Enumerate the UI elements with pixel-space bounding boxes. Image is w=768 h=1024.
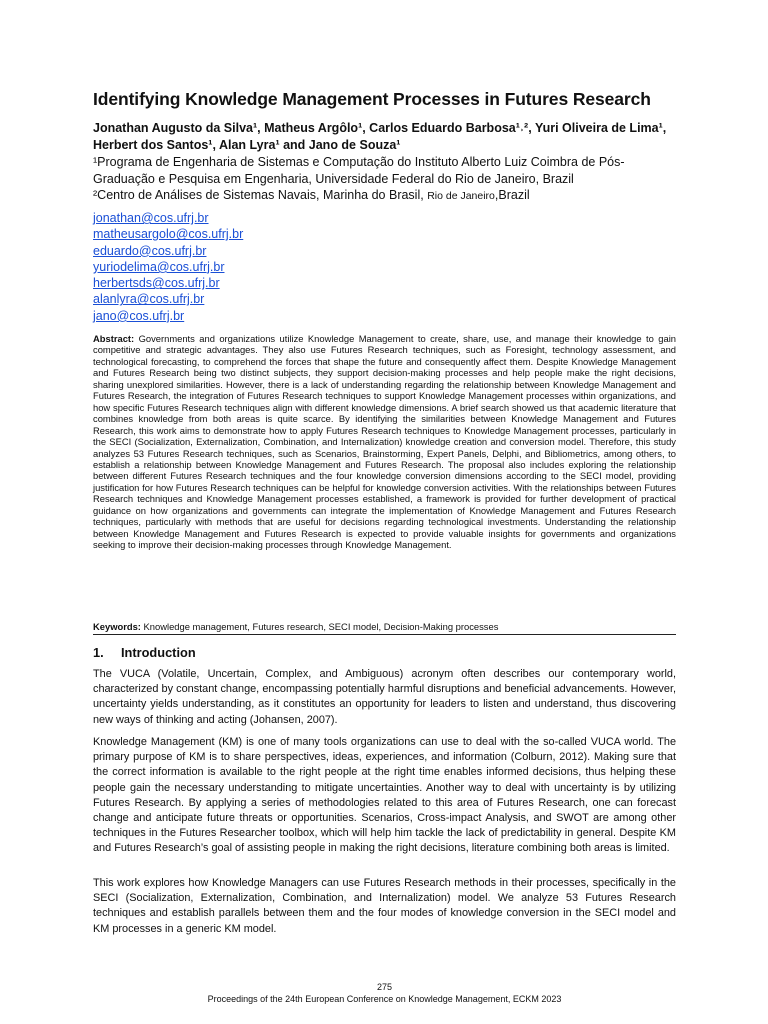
section-title: Introduction	[121, 645, 196, 660]
email-link[interactable]: alanlyra@cos.ufrj.br	[93, 292, 205, 307]
keywords	[93, 621, 676, 632]
section-number: 1.	[93, 645, 104, 660]
abstract-label: Abstract:	[93, 333, 135, 344]
affiliation-2-country: ,Brazil	[494, 188, 530, 202]
paper-page	[93, 0, 676, 1024]
body-paragraph: Knowledge Management (KM) is one of many tools organizations can use to deal with the so-called VUCA world. The primary purpose of KM is to share perspectives, ideas, experiences, and information (Colburn, 2012). Making sure that the correct information is available to the right people at the right time enables informed decisions, thus helping these people gain the necessary understanding to mitigate uncertainties. Another way to deal with uncertainty is by utilizing Futures Research. By applying a series of methodologies related to this area of Futures Research, one can forecast change and anticipate future threats or opportunities. Scenarios, Cross-impact Analysis, and SWOT are among other techniques in the Futures Researcher toolbox, which will help him tackle the lack of predictability in general. Despite KM and Futures Research’s goal of assisting people in making the right decisions, literature combining both areas is limited.	[93, 736, 676, 855]
body-paragraph: The VUCA (Volatile, Uncertain, Complex, and Ambiguous) acronym often describes our contemporary world, characterized by constant change, encompassing potentially harmful disruptions and beneficial advancements. However, uncertainty yields understanding, as it constitutes an opportunity for leaders to listen and understand, thus discovering new ways of thinking and acting (Johansen, 2007).	[93, 668, 676, 726]
email-link[interactable]: jano@cos.ufrj.br	[93, 308, 185, 323]
paper-title: Identifying Knowledge Management Processes in Futures Research	[93, 89, 651, 109]
author-list: Jonathan Augusto da Silva¹, Matheus Argôlo¹, Carlos Eduardo Barbosa¹˒², Yuri Oliveira de Lima¹, Herbert dos Santos¹, Alan Lyra¹ and Jano de Souza¹	[93, 121, 667, 152]
email-link[interactable]: jonathan@cos.ufrj.br	[93, 211, 209, 225]
affiliation-2-city: Rio de Janeiro	[427, 190, 495, 202]
section-divider	[93, 634, 676, 635]
email-link[interactable]: eduardo@cos.ufrj.br	[93, 243, 207, 258]
proceedings-footer: Proceedings of the 24th European Conference on Knowledge Management, ECKM 2023	[207, 994, 562, 1004]
email-link[interactable]: matheusargolo@cos.ufrj.br	[93, 227, 244, 242]
body-paragraph: This work explores how Knowledge Managers can use Futures Research methods in their processes, specifically in the SECI (Socialization, Externalization, Combination, and Internalization) model. We analyze 53 Futures Research techniques and establish parallels between them and the four modes of knowledge conversion in the SECI model and KM processes in a generic KM model.	[93, 877, 676, 935]
keywords-text: Knowledge management, Futures research, SECI model, Decision-Making processes	[140, 621, 499, 632]
email-list	[93, 210, 243, 324]
email-link[interactable]: herbertsds@cos.ufrj.br	[93, 276, 220, 291]
email-link[interactable]: yuriodelima@cos.ufrj.br	[93, 259, 225, 274]
page-number: 275	[376, 982, 393, 992]
abstract	[93, 333, 676, 551]
affiliation-2-main: ²Centro de Análises de Sistemas Navais, Marinha do Brasil,	[93, 188, 428, 202]
keywords-label: Keywords:	[93, 621, 141, 632]
section-heading	[93, 645, 196, 660]
abstract-text: Governments and organizations utilize Knowledge Management to create, share, use, and manage their knowledge to gain competitive and strategic advantages. They also use Futures Research techniques, such as Foresight, technology assessment, and technological forecasting, to comprehend the forces that shape the future and consequently affect them. Despite Knowledge Management and Futures Research being two distinct subjects, they support decision-making processes and help people make the right decisions, sharing unexplored similarities. However, there is a lack of understanding regarding the relationship between Knowledge Management and Futures Research, the integration of Futures Research techniques to support Knowledge Management processes within organizations, and how specific Futures Research techniques align with different knowledge dimensions. A brief search showed us that academic literature that combines knowledge from both areas is quite scarce. By identifying the similarities between Knowledge Management and Futures Research, this work aims to demonstrate how to apply Futures Research techniques to Knowledge Management processes, particularly in the SECI (Socialization, Externalization, Combination, and Internalization) knowledge creation and conversion model. Therefore, this study analyzes 53 Futures Research techniques, such as Scenarios, Brainstorming, Expert Panels, Delphi, and Bibliometrics, among others, to establish a relationship between Knowledge Management and Futures Research. The proposal also includes exploring the relationship between different Futures Research techniques and the four knowledge conversion dimensions according to the SECI model, providing justification for how Futures Research techniques can be helpful for knowledge conversion activities. With the relationships between Futures Research techniques and Knowledge Management processes established, a framework is provided for further development of practical guidance on how organizations and governments can integrate the implementation of Knowledge Management and Futures Research techniques, particularly with methods that are useful for decisions regarding technological investments. Understanding the relationship between Knowledge Management and Futures Research is expected to provide valuable insights for governments and organizations seeking to improve their decision-making processes through Knowledge Management.	[93, 333, 676, 551]
affiliation-2	[93, 187, 676, 205]
affiliation-1: ¹Programa de Engenharia de Sistemas e Computação do Instituto Alberto Luiz Coimbra de Pós-Graduação e Pesquisa em Engenharia, Universidade Federal do Rio de Janeiro, Brazil	[93, 155, 625, 186]
